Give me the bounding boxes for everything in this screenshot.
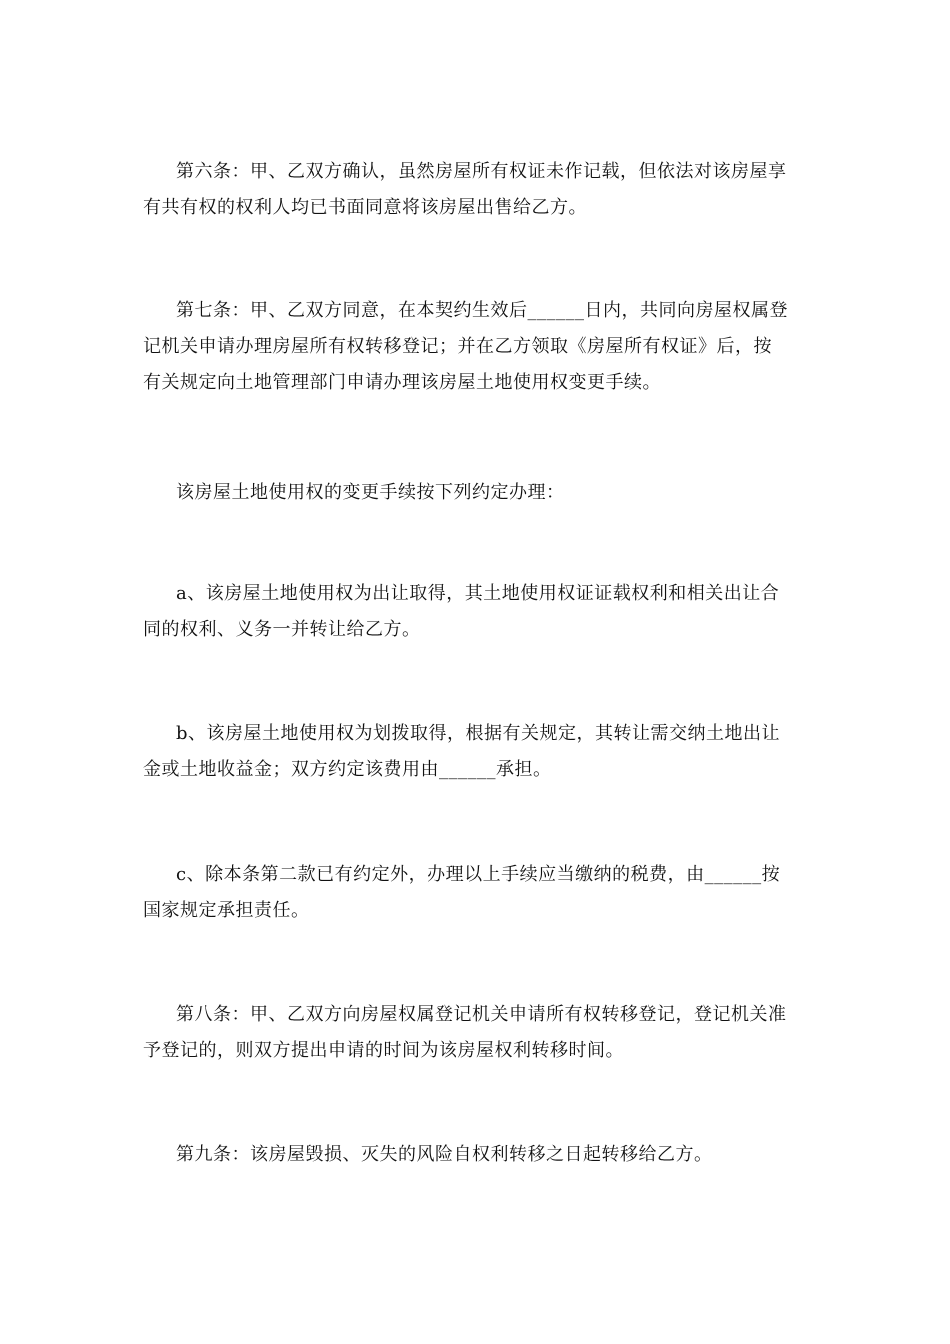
paragraph-line: 第八条：甲、乙双方向房屋权属登记机关申请所有权转移登记，登记机关准 <box>176 1004 787 1025</box>
paragraph-land-use-intro <box>143 475 803 511</box>
paragraph-line: 有关规定向土地管理部门申请办理该房屋土地使用权变更手续。 <box>143 372 661 393</box>
paragraph-item-a <box>143 576 803 648</box>
paragraph-line: b、该房屋土地使用权为划拨取得，根据有关规定，其转让需交纳土地出让 <box>176 723 781 744</box>
paragraph-line: 有共有权的权利人均已书面同意将该房屋出售给乙方。 <box>143 197 587 218</box>
paragraph-article-9 <box>143 1137 803 1173</box>
paragraph-line: 第九条：该房屋毁损、灭失的风险自权利转移之日起转移给乙方。 <box>176 1144 713 1165</box>
paragraph-line: 同的权利、义务一并转让给乙方。 <box>143 619 421 640</box>
paragraph-line: a、该房屋土地使用权为出让取得，其土地使用权证证载权利和相关出让合 <box>176 583 780 604</box>
paragraph-article-8 <box>143 997 803 1069</box>
paragraph-line: 第七条：甲、乙双方同意，在本契约生效后______日内，共同向房屋权属登 <box>176 300 788 321</box>
paragraph-article-7 <box>143 293 803 401</box>
paragraph-item-c <box>143 857 803 929</box>
paragraph-line: 记机关申请办理房屋所有权转移登记；并在乙方领取《房屋所有权证》后，按 <box>143 336 772 357</box>
paragraph-line: 予登记的，则双方提出申请的时间为该房屋权利转移时间。 <box>143 1040 624 1061</box>
paragraph-line: 国家规定承担责任。 <box>143 900 310 921</box>
paragraph-item-b <box>143 716 803 788</box>
paragraph-line: c、除本条第二款已有约定外，办理以上手续应当缴纳的税费，由______按 <box>176 864 781 885</box>
paragraph-line: 第六条：甲、乙双方确认，虽然房屋所有权证未作记载，但依法对该房屋享 <box>176 161 787 182</box>
paragraph-article-6 <box>143 154 803 226</box>
paragraph-line: 金或土地收益金；双方约定该费用由______承担。 <box>143 759 552 780</box>
paragraph-line: 该房屋土地使用权的变更手续按下列约定办理： <box>176 482 565 503</box>
